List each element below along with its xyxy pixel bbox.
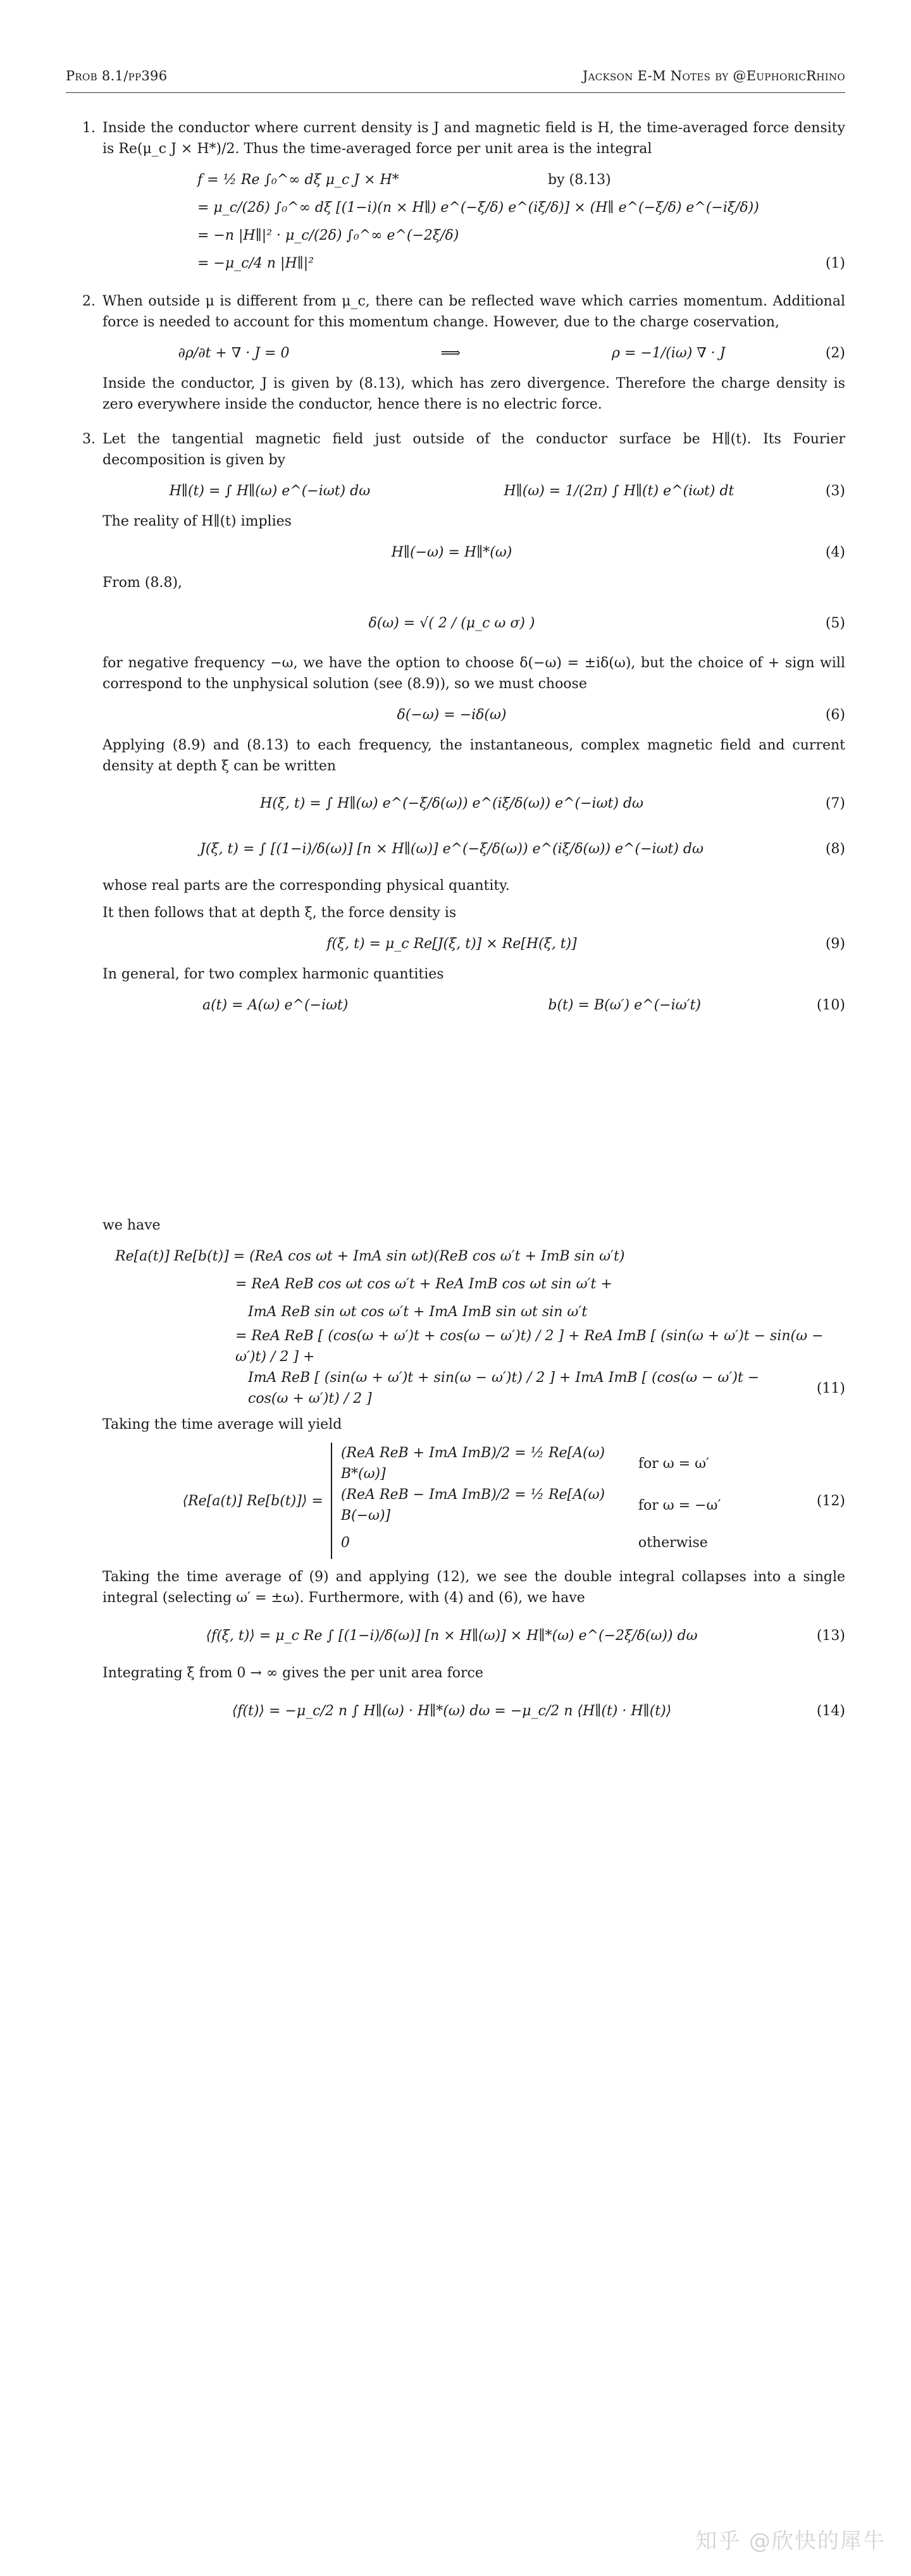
equation-number: (10) — [816, 997, 845, 1013]
equation-number: (3) — [825, 483, 845, 499]
equation-body: H(ξ, t) = ∫ H∥(ω) e^(−ξ/δ(ω)) e^(iξ/δ(ω)) e^(−iωt) dω — [260, 795, 643, 811]
paragraph: From (8.8), — [102, 575, 183, 591]
equation-number: (9) — [825, 935, 845, 952]
watermark: 知乎 @欣快的犀牛 — [695, 2529, 886, 2554]
equation-line: = μ_c/(2δ) ∫₀^∞ dξ [(1−i)(n × H∥) e^(−ξ/δ) e^(iξ/δ)] × (H∥ e^(−ξ/δ) e^(−iξ/δ)) — [197, 199, 759, 216]
item-number: 1. — [82, 120, 96, 136]
paragraph: Taking the time average will yield — [102, 1417, 342, 1433]
cases-brace — [331, 1443, 721, 1559]
equation-14 — [102, 1691, 845, 1730]
paragraph: In general, for two complex harmonic quantities — [102, 966, 444, 982]
equation-number: (6) — [825, 706, 845, 723]
case-row — [341, 1443, 721, 1484]
equation-line: = ReA ReB [ (cos(ω + ω′)t + cos(ω − ω′)t) / 2 ] + ReA ImB [ (sin(ω + ω′)t − sin(ω − ω′)t) / 2 ] + — [235, 1328, 824, 1365]
paragraph: Integrating ξ from 0 → ∞ gives the per unit area force — [102, 1665, 483, 1681]
equation-body: δ(−ω) = −iδ(ω) — [397, 706, 507, 723]
header-right: Jackson E-M Notes by @EuphoricRhino — [582, 68, 845, 83]
equation-lhs: ⟨Re[a(t)] Re[b(t)]⟩ = — [182, 1493, 323, 1509]
equation-line: = −n |H∥|² · μ_c/(2δ) ∫₀^∞ e^(−2ξ/δ) — [197, 227, 459, 243]
equation-4 — [102, 539, 845, 565]
equation-body: δ(ω) = √( 2 / (μ_c ω σ) ) — [368, 615, 535, 631]
equation-number: (7) — [825, 795, 845, 811]
equation-7 — [102, 784, 845, 822]
equation-number: (12) — [816, 1493, 845, 1509]
equation-1 — [197, 166, 845, 277]
equation-number: (2) — [825, 345, 845, 361]
equation-left: ∂ρ/∂t + ∇ · J = 0 — [178, 345, 290, 361]
paragraph: Taking the time average of (9) and applying (12), we see the double integral collapses into a single integral (selecting ω′ = ±ω). Furthermore, with (4) and (6), we have — [102, 1569, 845, 1606]
case-row — [341, 1526, 721, 1559]
equation-2 — [102, 340, 845, 366]
equation-line: Re[a(t)] Re[b(t)] = (ReA cos ωt + ImA sin ωt)(ReB cos ω′t + ImB sin ω′t) — [115, 1248, 625, 1264]
equation-body: ⟨f(t)⟩ = −μ_c/2 n ∫ H∥(ω) · H∥*(ω) dω = −μ_c/2 n ⟨H∥(t) · H∥(t)⟩ — [232, 1703, 672, 1719]
equation-line: = ReA ReB cos ωt cos ω′t + ReA ImB cos ωt sin ω′t + — [235, 1276, 612, 1292]
equation-body: J(ξ, t) = ∫ [(1−i)/δ(ω)] [n × H∥(ω)] e^(−ξ/δ(ω)) e^(iξ/δ(ω)) e^(−iωt) dω — [200, 841, 703, 857]
equation-number: (1) — [825, 255, 845, 271]
equation-number: (4) — [825, 544, 845, 560]
equation-number: (5) — [825, 615, 845, 631]
list-item-1 — [66, 118, 845, 277]
item-number: 3. — [82, 431, 96, 447]
paragraph: The reality of H∥(t) implies — [102, 514, 292, 529]
item-text: Inside the conductor where current density is J and magnetic field is H, the time-averaged force density is Re(μ_c J × H*)/2. Thus the time-averaged force per unit area is the integral — [102, 120, 845, 157]
equation-right: b(t) = B(ω′) e^(−iω′t) — [548, 997, 701, 1013]
page-header — [66, 68, 845, 83]
list-item-2 — [66, 291, 845, 415]
equation-5 — [102, 601, 845, 645]
equation-number: (13) — [816, 1627, 845, 1644]
equation-body: H∥(−ω) = H∥*(ω) — [391, 544, 512, 560]
equation-8 — [102, 830, 845, 868]
equation-line: ImA ReB sin ωt cos ω′t + ImA ImB sin ωt sin ω′t — [248, 1303, 588, 1320]
paragraph: whose real parts are the corresponding physical quantity. — [102, 878, 510, 894]
equation-line: = −μ_c/4 n |H∥|² — [197, 255, 314, 271]
equation-6 — [102, 702, 845, 727]
equation-number: (11) — [816, 1380, 845, 1396]
header-left: Prob 8.1/pp396 — [66, 68, 168, 83]
equation-12 — [102, 1443, 845, 1559]
item-text: Inside the conductor, J is given by (8.13), which has zero divergence. Therefore the charge density is zero everywhere inside the conductor, hence there is no electric force. — [102, 376, 845, 412]
case-expression: 0 — [340, 1534, 350, 1551]
case-expression: (ReA ReB + ImA ImB)/2 = ½ Re[A(ω) B*(ω)] — [340, 1445, 605, 1482]
item-text: Let the tangential magnetic field just outside of the conductor surface be H∥(t). Its Fourier decomposition is given by — [102, 431, 845, 468]
equation-body: f(ξ, t) = μ_c Re[J(ξ, t)] × Re[H(ξ, t)] — [326, 935, 577, 952]
list-item-3 — [66, 429, 845, 1730]
equation-number: (8) — [825, 841, 845, 857]
case-condition: for ω = ω′ — [638, 1455, 710, 1472]
equation-9 — [102, 931, 845, 956]
header-rule — [66, 92, 845, 93]
equation-right: H∥(ω) = 1/(2π) ∫ H∥(t) e^(iωt) dt — [504, 483, 734, 499]
item-text: When outside μ is different from μ_c, there can be reflected wave which carries momentum. Additional force is needed to account for this momentum change. However, due to the charge coservation, — [102, 293, 845, 330]
equation-3 — [102, 478, 845, 503]
equation-left: a(t) = A(ω) e^(−iωt) — [202, 997, 349, 1013]
equation-11 — [115, 1242, 845, 1409]
case-row — [341, 1484, 721, 1526]
equation-left: H∥(t) = ∫ H∥(ω) e^(−iωt) dω — [169, 483, 371, 499]
equation-13 — [102, 1616, 845, 1655]
implies-arrow: ⟹ — [440, 345, 461, 361]
case-condition: otherwise — [638, 1534, 708, 1551]
equation-side-note: by (8.13) — [548, 171, 611, 188]
paragraph: we have — [102, 1217, 161, 1233]
equation-line: f = ½ Re ∫₀^∞ dξ μ_c J × H* — [197, 171, 399, 188]
case-condition: for ω = −ω′ — [638, 1497, 721, 1513]
paragraph: Applying (8.9) and (8.13) to each frequency, the instantaneous, complex magnetic field and current density at depth ξ can be written — [102, 737, 845, 774]
equation-line: ImA ReB [ (sin(ω + ω′)t + sin(ω − ω′)t) / 2 ] + ImA ImB [ (cos(ω − ω′)t − cos(ω + ω′)t) / 2 ] — [248, 1370, 760, 1407]
main-content — [66, 118, 845, 1744]
equation-body: ⟨f(ξ, t)⟩ = μ_c Re ∫ [(1−i)/δ(ω)] [n × H∥(ω)] × H∥*(ω) e^(−2ξ/δ(ω)) dω — [206, 1627, 698, 1644]
item-number: 2. — [82, 293, 96, 309]
equation-right: ρ = −1/(iω) ∇ · J — [611, 345, 726, 361]
equation-10 — [102, 992, 845, 1018]
equation-number: (14) — [816, 1703, 845, 1719]
case-expression: (ReA ReB − ImA ImB)/2 = ½ Re[A(ω) B(−ω)] — [340, 1487, 605, 1524]
paragraph: It then follows that at depth ξ, the force density is — [102, 905, 457, 921]
blank-gap — [102, 1025, 845, 1215]
paragraph: for negative frequency −ω, we have the option to choose δ(−ω) = ±iδ(ω), but the choice of + sign will correspond to the unphysical solution (see (8.9)), so we must choose — [102, 655, 845, 692]
